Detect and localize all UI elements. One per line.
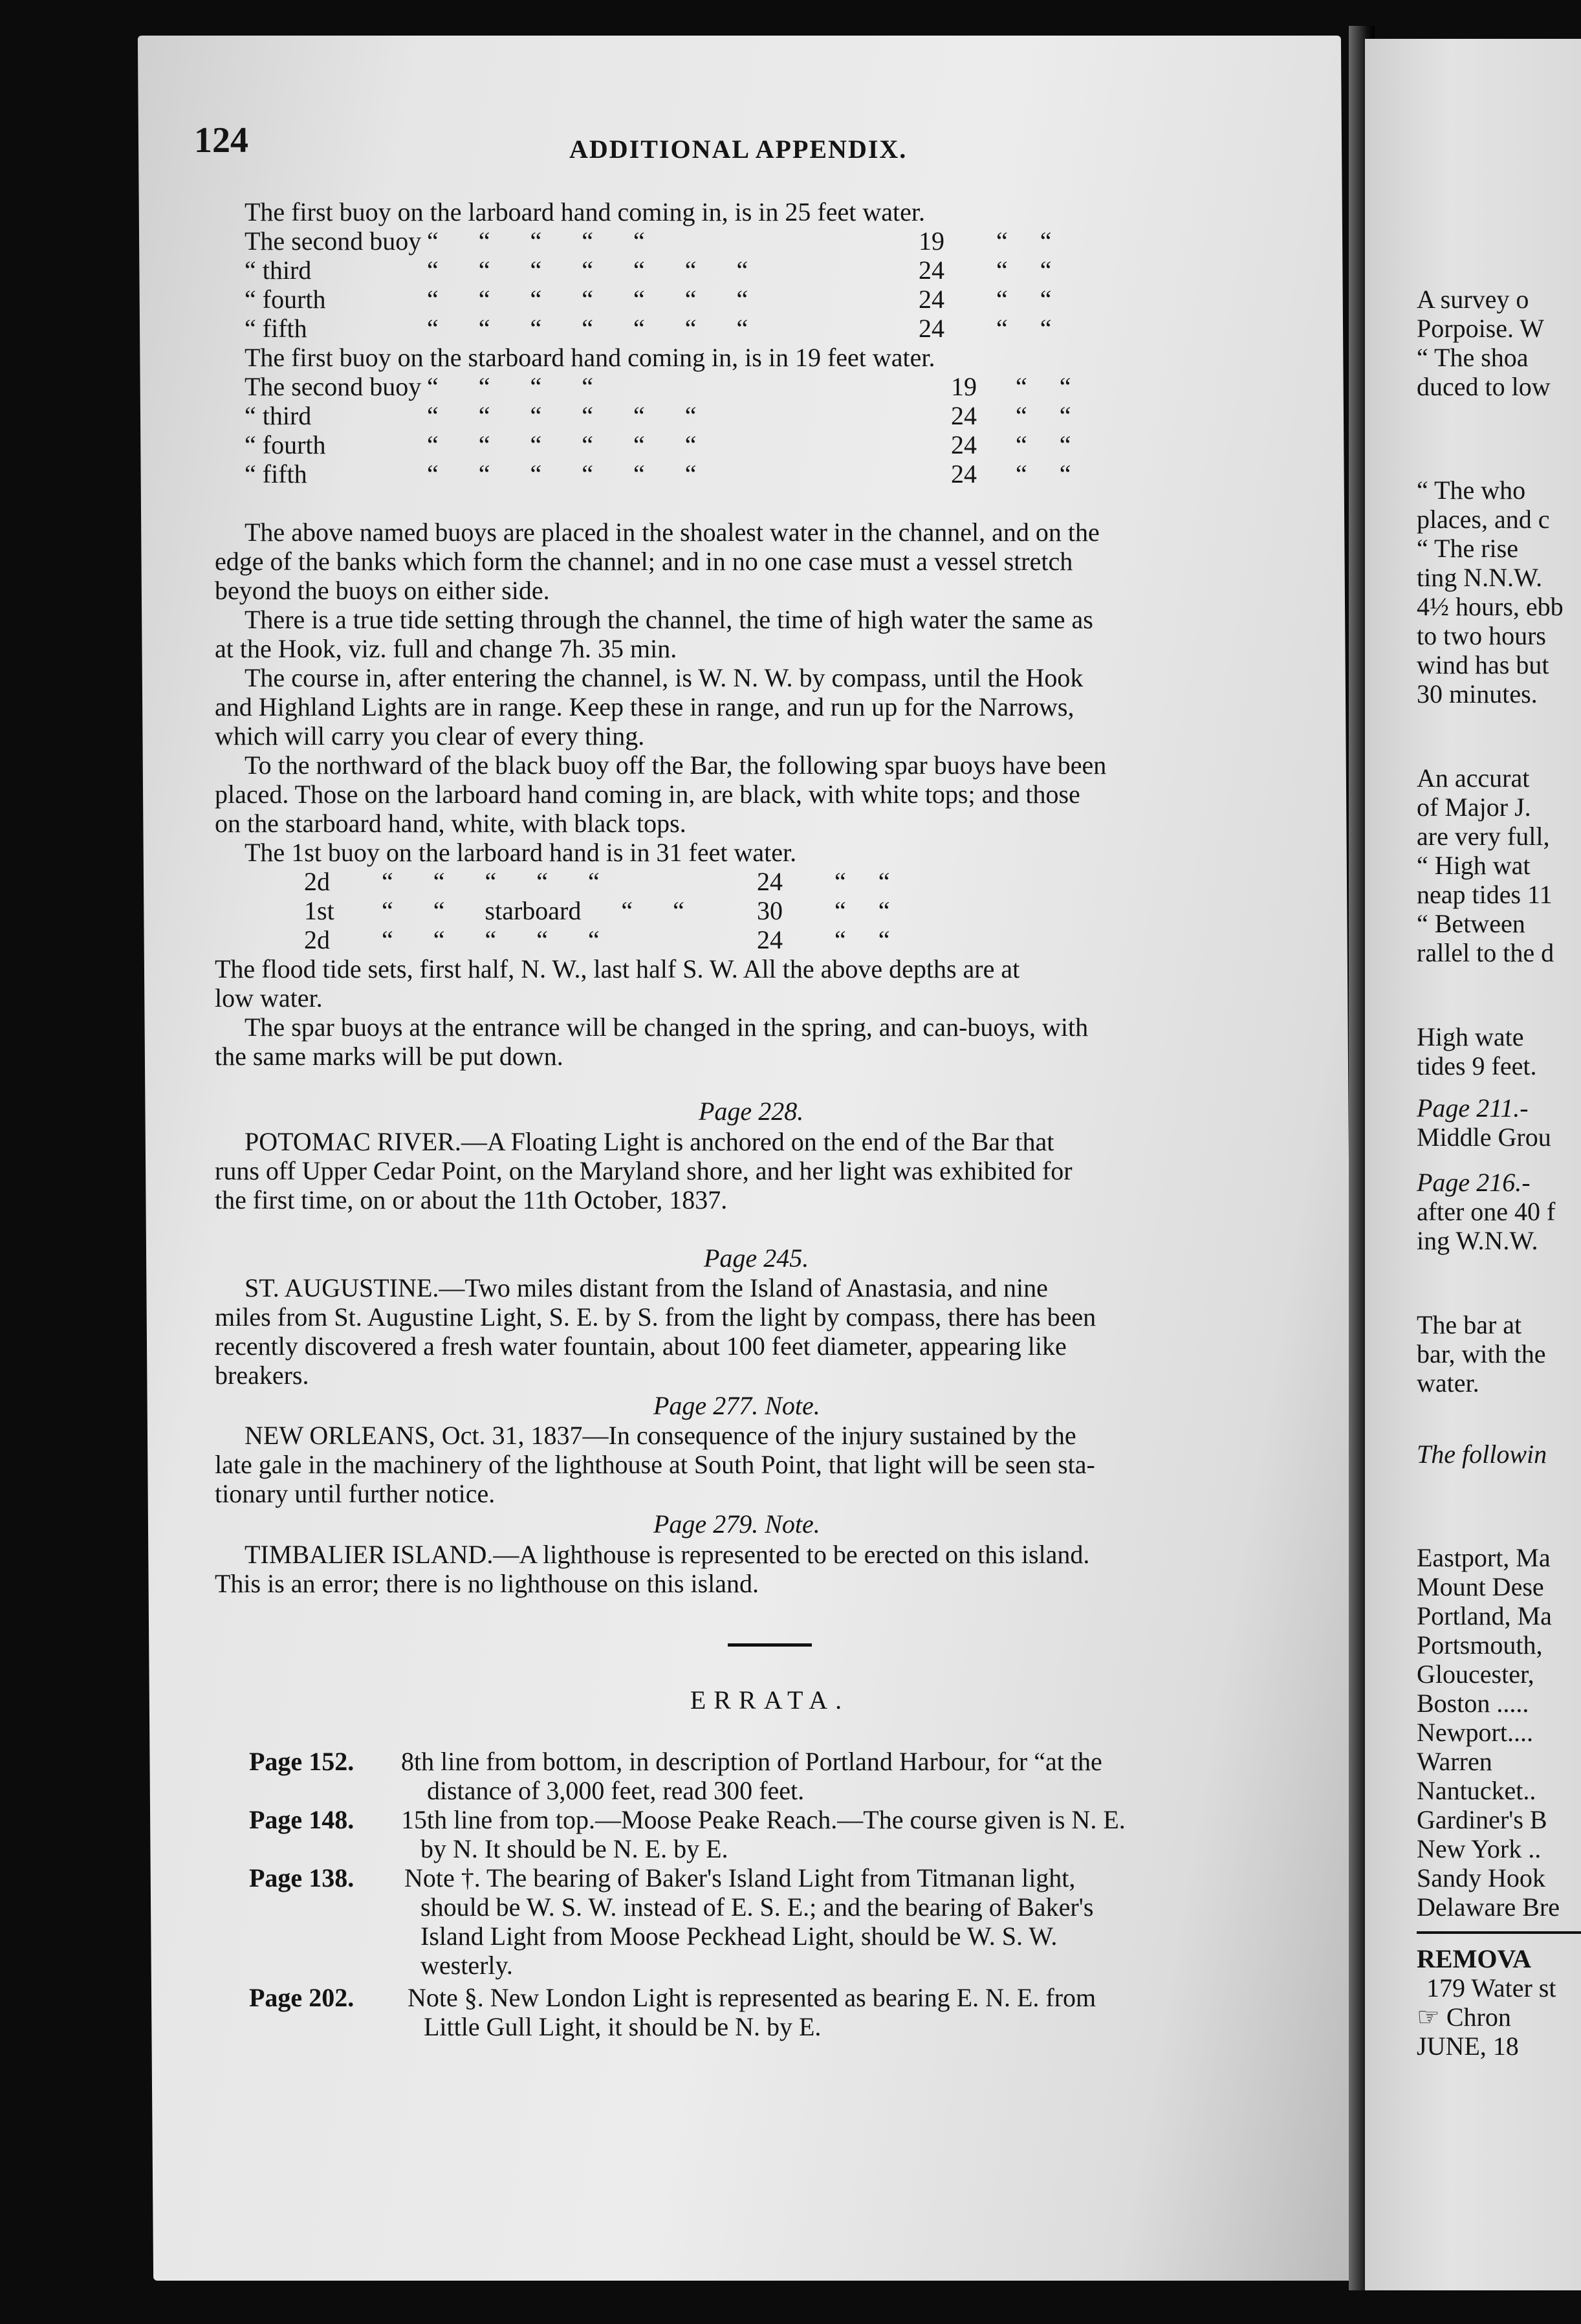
text-line: the first time, on or about the 11th October, 1837. xyxy=(215,1185,728,1214)
text-line: 8th line from bottom, in description of Portland Harbour, for “at the xyxy=(401,1747,1102,1776)
ditto-marks: “ “ xyxy=(1016,401,1071,430)
facing-text-line: Portsmouth, xyxy=(1417,1630,1543,1660)
buoy-depth: 24 xyxy=(951,459,977,488)
buoy-label: “ third xyxy=(245,401,312,430)
facing-text-line: Middle Grou xyxy=(1417,1123,1551,1152)
ditto-marks: “ “ “ “ “ “ xyxy=(427,430,697,459)
text-line: recently discovered a fresh water fountain, about 100 feet diameter, appearing like xyxy=(215,1332,1067,1361)
ditto-marks: “ “ xyxy=(996,256,1052,285)
text-line: should be W. S. W. instead of E. S. E.; and the bearing of Baker's xyxy=(420,1892,1094,1922)
buoy-depth: 30 xyxy=(757,896,783,925)
facing-text-line: 179 Water st xyxy=(1426,1973,1556,2002)
ditto-marks: “ “ “ “ “ xyxy=(427,226,645,256)
text-line: low water. xyxy=(215,983,323,1013)
errata-heading: ERRATA. xyxy=(690,1685,850,1715)
text-line: distance of 3,000 feet, read 300 feet. xyxy=(427,1776,805,1805)
text-line: the same marks will be put down. xyxy=(215,1042,563,1071)
text-line: westerly. xyxy=(420,1951,513,1980)
text-line: placed. Those on the larboard hand coming in, are black, with white tops; and those xyxy=(215,780,1080,809)
facing-text-line: An accurat xyxy=(1417,763,1530,793)
ditto-marks: “ “ “ “ “ “ “ xyxy=(427,285,748,314)
section-page-ref: Page 245. xyxy=(704,1244,809,1273)
ditto-marks: “ “ “ “ “ “ xyxy=(427,459,697,488)
facing-text-line: rallel to the d xyxy=(1417,938,1554,967)
buoy-depth: 24 xyxy=(951,430,977,459)
text-line: Island Light from Moose Peckhead Light, should be W. S. W. xyxy=(420,1922,1058,1951)
ditto-marks: “ “ xyxy=(996,285,1052,314)
ditto-marks: “ “ xyxy=(996,314,1052,343)
facing-text-line: Eastport, Ma xyxy=(1417,1543,1551,1572)
ditto-marks: “ “ “ “ “ xyxy=(382,925,600,954)
ditto-marks: “ “ xyxy=(1016,430,1071,459)
errata-page: Page 138. xyxy=(249,1863,354,1892)
text-line: This is an error; there is no lighthouse on this island. xyxy=(215,1569,759,1598)
facing-text-line: bar, with the xyxy=(1417,1339,1546,1368)
facing-text-line: 4½ hours, ebb xyxy=(1417,592,1564,621)
ditto-marks: “ “ “ “ xyxy=(427,372,594,401)
text-line: miles from St. Augustine Light, S. E. by S. from the light by compass, there has been xyxy=(215,1302,1096,1332)
facing-text-line: REMOVA xyxy=(1417,1944,1532,1973)
facing-text-line: Delaware Bre xyxy=(1417,1892,1560,1922)
running-head: ADDITIONAL APPENDIX. xyxy=(569,135,908,164)
text-line: The above named buoys are placed in the shoalest water in the channel, and on the xyxy=(245,518,1100,547)
facing-text-line: “ The rise xyxy=(1417,534,1518,563)
facing-text-line: High wate xyxy=(1417,1022,1524,1051)
facing-text-line: Porpoise. W xyxy=(1417,314,1545,343)
facing-text-line: Page 211.- xyxy=(1417,1093,1529,1123)
section-page-ref: Page 279. Note. xyxy=(653,1509,820,1539)
text-line: beyond the buoys on either side. xyxy=(215,576,550,605)
facing-text-line: Warren xyxy=(1417,1747,1492,1776)
facing-text-line: water. xyxy=(1417,1368,1479,1398)
ditto-marks: “ “ starboard “ “ xyxy=(382,896,684,925)
text-line: ST. AUGUSTINE.—Two miles distant from the Island of Anastasia, and nine xyxy=(245,1273,1048,1302)
facing-text-line: New York .. xyxy=(1417,1834,1542,1863)
text-line: late gale in the machinery of the lighthouse at South Point, that light will be seen sta- xyxy=(215,1450,1095,1479)
facing-divider xyxy=(1417,1931,1581,1934)
facing-text-line: Gloucester, xyxy=(1417,1660,1534,1689)
spar-first-line: The 1st buoy on the larboard hand is in 31 feet water. xyxy=(245,838,797,867)
facing-text-line: places, and c xyxy=(1417,505,1550,534)
text-line: at the Hook, viz. full and change 7h. 35 min. xyxy=(215,634,677,663)
facing-text-line: Page 216.- xyxy=(1417,1168,1531,1197)
ditto-marks: “ “ xyxy=(996,226,1052,256)
facing-text-line: Newport.... xyxy=(1417,1718,1533,1747)
buoy-depth: 24 xyxy=(951,401,977,430)
facing-text-line: Sandy Hook xyxy=(1417,1863,1545,1892)
text-line: TIMBALIER ISLAND.—A lighthouse is represented to be erected on this island. xyxy=(245,1540,1090,1569)
text-line: on the starboard hand, white, with black tops. xyxy=(215,809,686,838)
facing-text-line: after one 40 f xyxy=(1417,1197,1556,1226)
larboard-first-line: The first buoy on the larboard hand coming in, is in 25 feet water. xyxy=(245,197,925,226)
text-line: and Highland Lights are in range. Keep these in range, and run up for the Narrows, xyxy=(215,692,1074,721)
facing-text-line: 30 minutes. xyxy=(1417,679,1538,708)
divider-rule xyxy=(728,1643,812,1647)
ditto-marks: “ “ xyxy=(1016,372,1071,401)
buoy-label: 2d xyxy=(304,867,330,896)
facing-text-line: of Major J. xyxy=(1417,793,1531,822)
text-line: Note §. New London Light is represented as bearing E. N. E. from xyxy=(408,1983,1096,2012)
text-line: POTOMAC RIVER.—A Floating Light is anchored on the end of the Bar that xyxy=(245,1127,1054,1156)
text-line: NEW ORLEANS, Oct. 31, 1837—In consequence of the injury sustained by the xyxy=(245,1421,1076,1450)
buoy-label: “ fifth xyxy=(245,314,307,343)
facing-text-line: Portland, Ma xyxy=(1417,1601,1552,1630)
facing-text-line: ing W.N.W. xyxy=(1417,1226,1538,1255)
text-line: runs off Upper Cedar Point, on the Maryland shore, and her light was exhibited for xyxy=(215,1156,1073,1185)
facing-text-line: wind has but xyxy=(1417,650,1549,679)
facing-text-line: ☞ Chron xyxy=(1417,2002,1511,2032)
facing-text-line: A survey o xyxy=(1417,285,1529,314)
facing-text-line: “ High wat xyxy=(1417,851,1531,880)
buoy-label: 1st xyxy=(304,896,334,925)
text-line: The course in, after entering the channel, is W. N. W. by compass, until the Hook xyxy=(245,663,1084,692)
starboard-first-line: The first buoy on the starboard hand coming in, is in 19 feet water. xyxy=(245,343,935,372)
buoy-label: “ fifth xyxy=(245,459,307,488)
ditto-marks: “ “ “ “ “ “ “ xyxy=(427,256,748,285)
facing-text-line: neap tides 11 xyxy=(1417,880,1553,909)
facing-text-line: Boston ..... xyxy=(1417,1689,1529,1718)
facing-text-line: “ The shoa xyxy=(1417,343,1529,372)
buoy-label: “ fourth xyxy=(245,430,326,459)
facing-text-line: JUNE, 18 xyxy=(1417,2032,1519,2061)
buoy-depth: 24 xyxy=(757,867,783,896)
ditto-marks: “ “ “ “ “ “ xyxy=(427,401,697,430)
facing-text-line: “ The who xyxy=(1417,476,1526,505)
text-line: breakers. xyxy=(215,1361,309,1390)
facing-text-line: Nantucket.. xyxy=(1417,1776,1536,1805)
facing-text-line: Gardiner's B xyxy=(1417,1805,1547,1834)
ditto-marks: “ “ xyxy=(1016,459,1071,488)
text-line: There is a true tide setting through the channel, the time of high water the same as xyxy=(245,605,1093,634)
buoy-depth: 24 xyxy=(919,256,944,285)
text-line: tionary until further notice. xyxy=(215,1479,496,1508)
buoy-depth: 24 xyxy=(919,314,944,343)
ditto-marks: “ “ “ “ “ xyxy=(382,867,600,896)
text-line: Note †. The bearing of Baker's Island Light from Titmanan light, xyxy=(404,1863,1076,1892)
section-page-ref: Page 277. Note. xyxy=(653,1391,820,1420)
text-line: 15th line from top.—Moose Peake Reach.—The course given is N. E. xyxy=(401,1805,1126,1834)
text-line: which will carry you clear of every thing. xyxy=(215,721,645,751)
text-line: Little Gull Light, it should be N. by E. xyxy=(424,2012,822,2041)
buoy-label: “ third xyxy=(245,256,312,285)
buoy-depth: 19 xyxy=(919,226,944,256)
ditto-marks: “ “ xyxy=(834,925,890,954)
buoy-depth: 24 xyxy=(757,925,783,954)
facing-text-line: tides 9 feet. xyxy=(1417,1051,1537,1080)
text-line: edge of the banks which form the channel; and in no one case must a vessel stretch xyxy=(215,547,1073,576)
errata-page: Page 148. xyxy=(249,1805,354,1834)
section-page-ref: Page 228. xyxy=(699,1097,804,1126)
text-line: The flood tide sets, first half, N. W., last half S. W. All the above depths are at xyxy=(215,954,1020,983)
ditto-marks: “ “ xyxy=(834,867,890,896)
buoy-depth: 24 xyxy=(919,285,944,314)
buoy-label: The second buoy xyxy=(245,226,422,256)
buoy-label: “ fourth xyxy=(245,285,326,314)
facing-text-line: duced to low xyxy=(1417,372,1551,401)
ditto-marks: “ “ “ “ “ “ “ xyxy=(427,314,748,343)
facing-text-line: The followin xyxy=(1417,1440,1547,1469)
page-number: 124 xyxy=(194,120,248,160)
text-line: by N. It should be N. E. by E. xyxy=(420,1834,728,1863)
facing-text-line: “ Between xyxy=(1417,909,1525,938)
facing-text-line: are very full, xyxy=(1417,822,1550,851)
text-line: The spar buoys at the entrance will be changed in the spring, and can-buoys, with xyxy=(245,1013,1089,1042)
ditto-marks: “ “ xyxy=(834,896,890,925)
facing-text-line: The bar at xyxy=(1417,1310,1522,1339)
buoy-label: 2d xyxy=(304,925,330,954)
text-line: To the northward of the black buoy off the Bar, the following spar buoys have been xyxy=(245,751,1107,780)
facing-text-line: to two hours xyxy=(1417,621,1546,650)
errata-page: Page 152. xyxy=(249,1747,354,1776)
buoy-depth: 19 xyxy=(951,372,977,401)
errata-page: Page 202. xyxy=(249,1983,354,2012)
buoy-label: The second buoy xyxy=(245,372,422,401)
facing-text-line: ting N.N.W. xyxy=(1417,563,1543,592)
facing-text-line: Mount Dese xyxy=(1417,1572,1544,1601)
